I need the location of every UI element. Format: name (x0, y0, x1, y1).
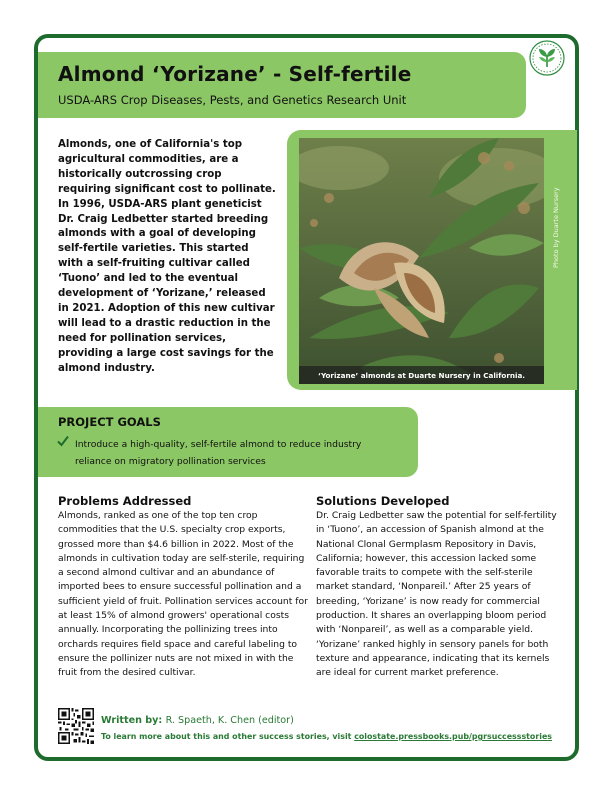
page-title: Almond ‘Yorizane’ - Self-fertile (58, 62, 412, 86)
almond-photo (299, 138, 544, 384)
photo-credit: Photo by Duarte Nursery (552, 187, 560, 268)
solutions-body: Dr. Craig Ledbetter saw the potential for self-fertility in ‘Tuono’, an accession of Spanish almond at the National Clonal Germplasm Repository in Davis, California; however, this accession lacked some favorable traits to compete with the self-sterile market standard, ‘Nonpareil.’ After 25 years of breeding, ‘Yorizane’ is now ready for commercial production. It shares an overlapping bloom period with ‘Nonpareil’, as well as a comparable yield. ‘Yorizane’ ranked highly in sensory panels for both texture and appearance, indicating that its kernels are ideal for current market preference. (316, 510, 557, 679)
checkmark-icon (57, 435, 69, 447)
almond-photo-illustration (299, 138, 544, 384)
learn-more-text: To learn more about this and other success stories, visit (101, 732, 352, 741)
goal-item: Introduce a high-quality, self-fertile almond to reduce industry reliance on migratory pollination services (75, 439, 362, 467)
photo-caption: ‘Yorizane’ almonds at Duarte Nursery in California. (299, 366, 544, 384)
qr-code-icon[interactable] (58, 708, 94, 744)
problems-heading: Problems Addressed (58, 494, 192, 508)
problems-body: Almonds, ranked as one of the top ten crop commodities that the U.S. specialty crop exports, grossed more than $4.6 billion in 2022. Most of the almonds in cultivation today are self-sterile, requiring a second almond cultivar and an abundance of imported bees to ensure successful pollination and a sufficient yield of fruit. Pollination services account for at least 15% of almond growers' operational costs annually. Incorporating the pollinizing trees into orchards requires field space and careful labeling to ensure the pollinizer nuts are not mixed in with the fruit from the desired cultivar. (58, 510, 308, 679)
goals-heading: PROJECT GOALS (58, 415, 161, 429)
success-stories-link[interactable]: colostate.pressbooks.pub/pgrsuccessstories (354, 732, 552, 741)
intro-paragraph: Almonds, one of California's top agricultural commodities, are a historically outcrossing crop requiring significant cost to pollinate. In 1996, USDA-ARS plant geneticist Dr. Craig Ledbetter started breeding almonds with a goal of developing self-fertile varieties. This started with a self-fruiting cultivar called ‘Tuono’ and led to the eventual development of ‘Yorizane,’ released in 2021. Adoption of this new cultivar will lead to a drastic reduction in the need for pollination services, providing a large cost savings for the almond industry. (58, 139, 276, 374)
sprout-leaf-logo-icon (529, 40, 565, 76)
solutions-heading: Solutions Developed (316, 494, 450, 508)
page-subtitle: USDA-ARS Crop Diseases, Pests, and Genetics Research Unit (58, 93, 407, 107)
learn-more (101, 732, 552, 741)
written-by-label: Written by: (101, 715, 163, 726)
written-by (101, 715, 294, 726)
authors: R. Spaeth, K. Chen (editor) (165, 715, 294, 726)
